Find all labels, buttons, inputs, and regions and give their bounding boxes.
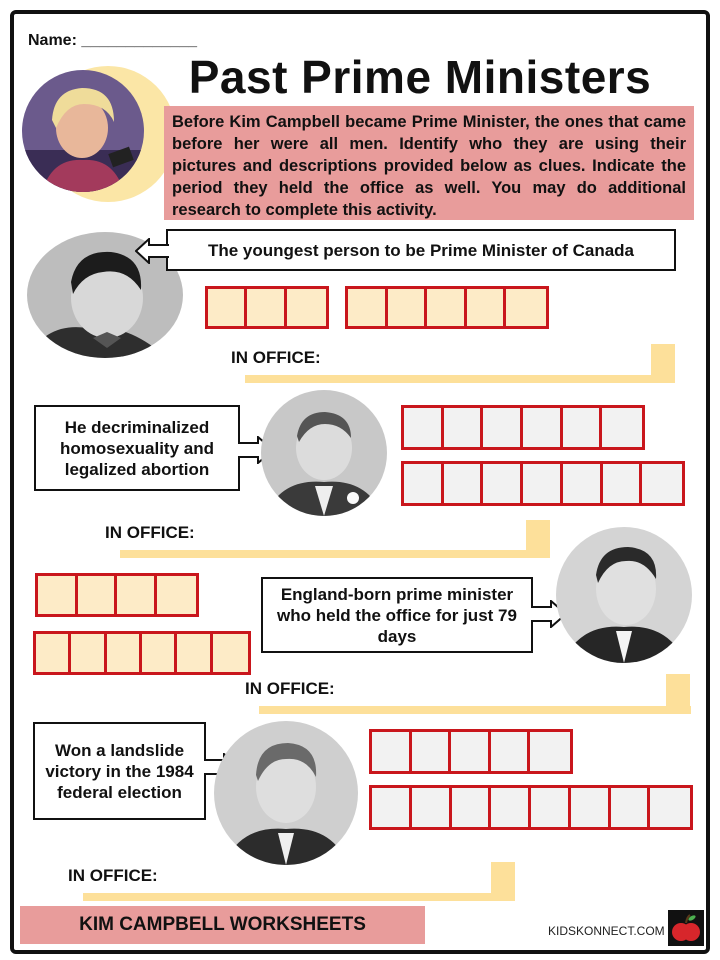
instructions-box: Before Kim Campbell became Prime Minister, the ones that came before her were all men. Identify who they are using their pictures and descriptions provided below as clues. Indicate the period they held the office as well. You may do additional research to complete this activity. xyxy=(164,106,694,220)
clue-box-3: England-born prime minister who held the office for just 79 days xyxy=(261,577,533,653)
office-label-2: IN OFFICE: xyxy=(105,523,195,542)
clue-arrow-1 xyxy=(135,238,169,264)
campbell-photo xyxy=(22,70,144,192)
answer-row-3a[interactable] xyxy=(35,573,199,617)
answer-row-1a[interactable] xyxy=(205,286,329,329)
office-label-3: IN OFFICE: xyxy=(245,679,335,698)
clue-box-4: Won a landslide victory in the 1984 federal election xyxy=(33,722,206,820)
apple-icon xyxy=(668,910,704,946)
office-line-end-3 xyxy=(666,674,690,714)
clue-box-2: He decriminalized homosexuality and legalized abortion xyxy=(34,405,240,491)
office-line-2[interactable] xyxy=(120,550,550,558)
answer-row-2a[interactable] xyxy=(401,405,645,450)
office-line-end-1 xyxy=(651,344,675,383)
clue-box-1: The youngest person to be Prime Minister of Canada xyxy=(166,229,676,271)
answer-row-4a[interactable] xyxy=(369,729,573,774)
brand-text: KIDSKONNECT.COM xyxy=(548,924,665,938)
pm-photo-4 xyxy=(214,721,358,865)
answer-row-3b[interactable] xyxy=(33,631,251,675)
office-line-end-4 xyxy=(491,862,515,901)
page-title: Past Prime Ministers xyxy=(188,51,652,103)
office-label-4: IN OFFICE: xyxy=(68,866,158,885)
answer-row-2b[interactable] xyxy=(401,461,685,506)
office-label-1: IN OFFICE: xyxy=(231,348,321,367)
pm-photo-2 xyxy=(261,390,387,516)
office-line-1[interactable] xyxy=(245,375,675,383)
answer-row-4b[interactable] xyxy=(369,785,693,830)
office-line-4[interactable] xyxy=(83,893,515,901)
answer-row-1b[interactable] xyxy=(345,286,549,329)
name-label: Name: _____________ xyxy=(28,32,198,49)
office-line-3[interactable] xyxy=(259,706,691,714)
office-line-end-2 xyxy=(526,520,550,558)
pm-photo-3 xyxy=(556,527,692,663)
footer-banner: KIM CAMPBELL WORKSHEETS xyxy=(20,906,425,944)
